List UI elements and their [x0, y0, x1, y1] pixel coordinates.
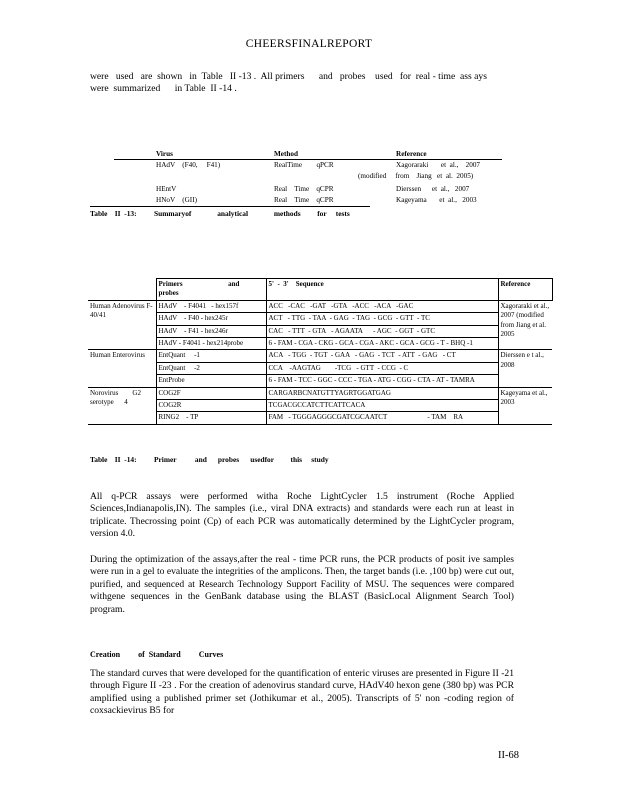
page-number: II-68	[498, 750, 519, 761]
t13-row-3-method: Real Time qCPR	[274, 185, 334, 193]
t14-sequence: 6 - FAM - CGA - CKG - GCA - CGA - AKC - GCA - GCG - T - BHQ -1	[266, 338, 498, 350]
body-paragraph-3: The standard curves that were developed for the quantification of enteric viruses are presented in Figure II -21 through Figure II -23 . For the creation of adenovirus standard curve, HAdV40 hexon gene (380 bp) was PCR amplified using a published primer set (Jothikumar et al., 2005). Transcripts of 5' non -coding region of coxsackievirus B5 for	[90, 668, 514, 717]
t13-header-reference: Reference	[396, 150, 427, 158]
t14-primer: EntQuant -1	[156, 350, 266, 362]
t14-sequence: ACC -CAC -GAT -GTA -ACC -ACA -GAC	[266, 300, 498, 312]
t14-reference-enterovirus: Dierssen e t al., 2008	[498, 350, 552, 387]
t14-reference-adenovirus: Xagoraraki et al., 2007 (modified from Jiang et al. 2005	[498, 300, 552, 350]
intro-paragraph	[90, 71, 530, 96]
t13-caption-text: Summaryof analytical methods for tests	[154, 209, 350, 218]
t14-sequence: CARGARBCNATGTTYAGRTGGATGAG	[266, 387, 498, 399]
t14-target-adenovirus: Human Adenovirus F- 40/41	[88, 300, 156, 350]
table-row	[88, 325, 552, 337]
t14-primer: EntProbe	[156, 375, 266, 387]
t14-sequence: 6 - FAM - TCC - GGC - CCC - TGA - ATG - CGG - CTA - AT - TAMRA	[266, 375, 498, 387]
t14-header-sequence-text: 5' - 3' Sequence	[268, 280, 324, 288]
t14-caption-label: Table II -14:	[90, 455, 137, 464]
page-header: CHEERSFINALREPORT	[245, 38, 373, 50]
t14-primer: RING2 - TP	[156, 412, 266, 424]
t14-sequence: CCA -AAGTAG -TCG - GTT - CCG - C	[266, 362, 498, 374]
t14-sequence: FAM - TGGGAGGGCGATCGCAATCT - TAM RA	[266, 412, 498, 424]
table-row	[88, 400, 552, 412]
t13-row-4-method: Real Time qCPR	[274, 196, 334, 204]
t14-primer: EntQuant -2	[156, 362, 266, 374]
t14-header-reference	[498, 279, 552, 301]
t13-row-4-virus: HNoV (GII)	[156, 196, 197, 204]
table-row	[88, 387, 552, 399]
table-row	[88, 300, 552, 312]
t14-target-norovirus: Norovirus G2 serotype 4	[88, 387, 156, 424]
body-paragraph-2: During the optimization of the assays,after the real - time PCR runs, the PCR products of posit ive samples were run in a gel to evaluate the integrities of the amplicons. Then, the target bands (i.e. ,100 bp) were cut out, purified, and sequenced at Research Technology Support Facility of MSU. The sequences were compared withgene sequences in the GenBank database using the BLAST (BasicLocal Alignment Search Tool) program.	[90, 554, 514, 615]
t14-header-sequence	[266, 279, 498, 301]
t13-row-1-method: RealTime qPCR	[274, 161, 334, 169]
t13-row-1-virus: HAdV (F40, F41)	[156, 161, 221, 169]
t13-header-method: Method	[274, 150, 298, 158]
t14-primer: HAdV - F4041 - hex214probe	[156, 338, 266, 350]
t13-row-1-reference: Xagoraraki et al., 2007	[396, 161, 481, 169]
t14-header-primers	[156, 279, 266, 301]
t13-header-rule	[114, 159, 502, 160]
intro-line-1: were used are shown in Table II -13 . All primers and probes used for real - time ass ays	[90, 71, 487, 82]
t13-bottom-rule	[90, 206, 370, 207]
t14-sequence: CAC - TTT - GTA - AGAATA - AGC - GGT - GTC	[266, 325, 498, 337]
table-14	[88, 278, 553, 425]
t14-primer: HAdV - F4041 - hex157f	[156, 300, 266, 312]
table-row	[88, 350, 552, 362]
t14-sequence: ACA - TGG - TGT - GAA - GAG - TCT - ATT - GAG - CT	[266, 350, 498, 362]
intro-line-2: were summarized in Table II -14 .	[90, 83, 237, 95]
t14-header-row	[88, 279, 552, 301]
section-subheading: Creation of Standard Curves	[90, 650, 224, 659]
table-row	[88, 412, 552, 424]
t14-primer: HAdV - F40 - hex245r	[156, 313, 266, 325]
t13-row-2-reference: (modified from Jiang et al. 2005)	[358, 172, 474, 180]
t14-header-primers-l1: Primers and	[158, 280, 240, 288]
t14-header-primers-l2: probes	[158, 289, 179, 298]
t14-primer: HAdV - F41 - hex246r	[156, 325, 266, 337]
table-row	[88, 375, 552, 387]
table-row	[88, 362, 552, 374]
t14-primer: COG2R	[156, 400, 266, 412]
t14-reference-norovirus: Kageyama et al., 2003	[498, 387, 552, 424]
t13-row-4-reference: Kageyama et al., 2003	[396, 196, 477, 204]
t14-primer: COG2F	[156, 387, 266, 399]
table-row	[88, 338, 552, 350]
body-paragraph-1: All q-PCR assays were performed witha Roche LightCycler 1.5 instrument (Roche Applied Sciences,Indianapolis,IN). The samples (i.e., viral DNA extracts) and standards were each run at least in triplicate. Thecrossing point (Cp) of each PCR was automatically determined by the LightCycler program, version 4.0.	[90, 491, 514, 540]
t13-row-3-virus: HEntV	[156, 185, 177, 193]
t13-row-3-reference: Dierssen et al., 2007	[396, 185, 470, 193]
table-13	[90, 148, 510, 228]
table-row	[88, 313, 552, 325]
t14-sequence: ACT - TTG - TAA - GAG - TAG - GCG - GTT - TC	[266, 313, 498, 325]
t13-header-virus: Virus	[156, 150, 173, 158]
t14-header-reference-text: Reference	[500, 280, 531, 288]
t13-caption-label: Table II -13:	[90, 209, 137, 218]
t14-sequence: TCGACGCCATCTTCATTCACA	[266, 400, 498, 412]
t14-caption-text: Primer and probes usedfor this study	[154, 455, 329, 464]
t14-target-enterovirus: Human Enterovirus	[88, 350, 156, 387]
